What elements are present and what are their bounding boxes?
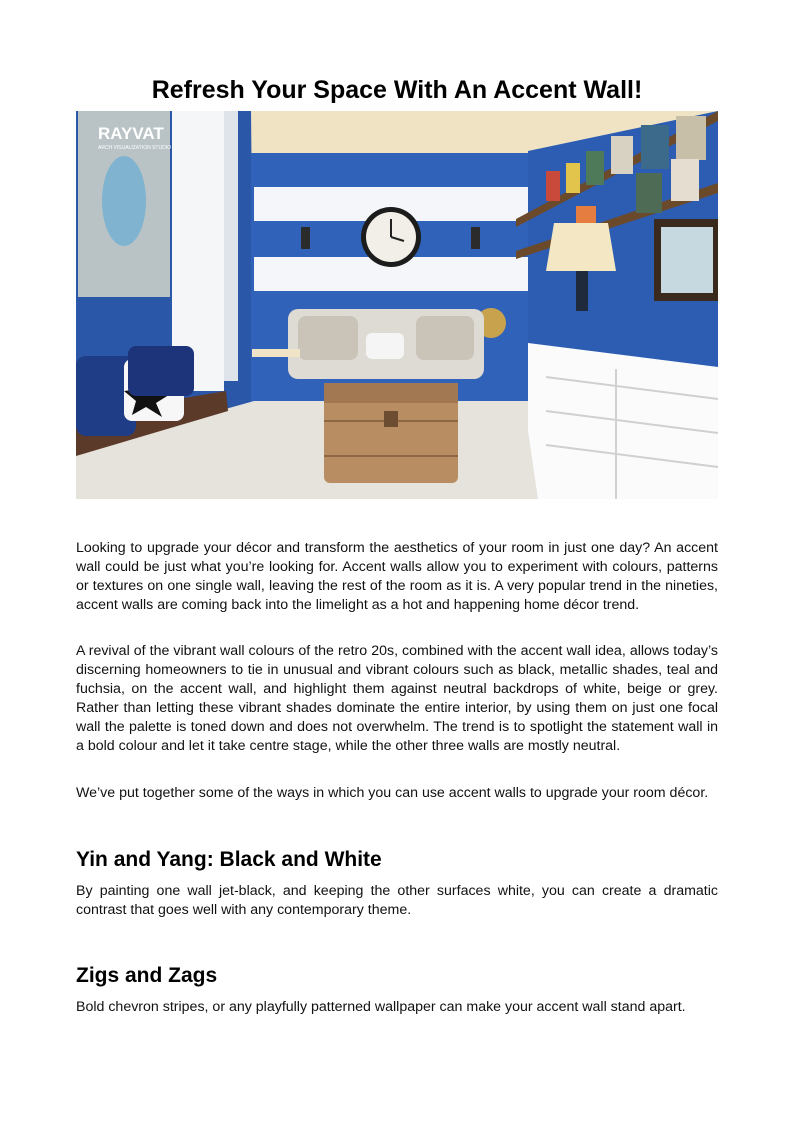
intro-paragraph: Looking to upgrade your décor and transform the aesthetics of your room in just one day? An accent wall could be just what you’re looking for. Accent walls allow you to experiment with colours, patterns or textures on one single wall, leaving the rest of the room as it is. A very popular trend in the nineties, accent walls are coming back into the limelight as a hot and happening home décor trend. <box>76 540 718 613</box>
room-photo <box>76 111 718 499</box>
section-heading: Zigs and Zags <box>76 964 218 987</box>
section-heading: Yin and Yang: Black and White <box>76 848 382 871</box>
section-body: By painting one wall jet-black, and keeping the other surfaces white, you can create a dramatic contrast that goes well with any contemporary theme. <box>76 883 718 918</box>
page-title: Refresh Your Space With An Accent Wall! <box>151 76 643 104</box>
watermark-brand: RAYVAT <box>98 124 164 143</box>
table-lamp <box>546 223 616 271</box>
body-paragraph: We’ve put together some of the ways in which you can use accent walls to upgrade your room décor. <box>76 785 709 801</box>
watermark-tagline: ARCH VISUALIZATION STUDIO <box>98 145 171 151</box>
section-body: Bold chevron stripes, or any playfully patterned wallpaper can make your accent wall stand apart. <box>76 999 686 1015</box>
body-paragraph: A revival of the vibrant wall colours of the retro 20s, combined with the accent wall idea, allows today’s discerning homeowners to tie in unusual and vibrant colours such as black, metallic shades, teal and fuchsia, on the accent wall, and highlight them against neutral backdrops of white, beige or grey. Rather than letting these vibrant shades dominate the entire interior, by using them on just one focal wall the palette is toned down and does not overwhelm. The trend is to spotlight the statement wall in a bold colour and let it take centre stage, while the other three walls are mostly neutral. <box>76 643 718 754</box>
